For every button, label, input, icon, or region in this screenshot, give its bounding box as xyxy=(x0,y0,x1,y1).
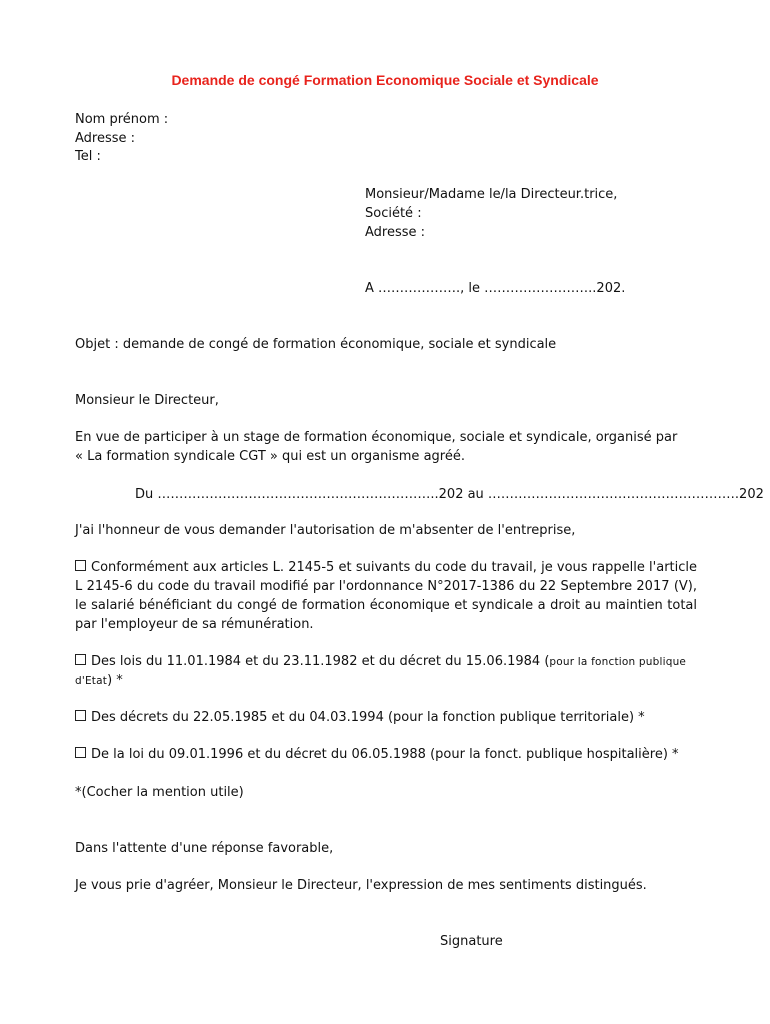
option-4-checkbox[interactable] xyxy=(75,747,86,758)
option-1-checkbox[interactable] xyxy=(75,560,86,571)
option-1-paragraph xyxy=(75,558,697,634)
intro-line-2: « La formation syndicale CGT » qui est un organisme agréé. xyxy=(75,449,465,464)
place-date-line: A ………………., le ……………………..202. xyxy=(365,281,626,296)
option-4-line xyxy=(75,745,697,764)
closing-line-2: Je vous prie d'agréer, Monsieur le Directeur, l'expression de mes sentiments distingués. xyxy=(75,878,647,893)
sender-address-label: Adresse : xyxy=(75,131,136,146)
option-2-end: ) * xyxy=(107,673,123,688)
request-line: J'ai l'honneur de vous demander l'autorisation de m'absenter de l'entreprise, xyxy=(75,523,576,538)
recipient-title: Monsieur/Madame le/la Directeur.trice, xyxy=(365,187,618,202)
option-3-checkbox[interactable] xyxy=(75,710,86,721)
note-line: *(Cocher la mention utile) xyxy=(75,785,244,800)
option-2-small-text-2: d'Etat xyxy=(75,675,108,687)
option-1-text: Conformément aux articles L. 2145-5 et suivants du code du travail, je vous rappelle l'article L 2145-6 du code du travail modifié par l'ordonnance N°2017-1386 du 22 Septembre 2017 (V), le salarié bénéficiant du congé de formation économique et syndicale a droit au maintien total par l'employeur de sa rémunération. xyxy=(75,560,697,632)
closing-line-1: Dans l'attente d'une réponse favorable, xyxy=(75,841,334,856)
option-2-text: Des lois du 11.01.1984 et du 23.11.1982 et du décret du 15.06.1984 ( xyxy=(91,654,550,669)
option-4-text: De la loi du 09.01.1996 et du décret du 06.05.1988 (pour la fonct. publique hospitalière) * xyxy=(91,747,679,762)
stage-dates-line: Du ………………………………………………………..202 au ………………………………………………….202 xyxy=(135,487,764,502)
sender-name-label: Nom prénom : xyxy=(75,112,169,127)
option-2-small-text: pour la fonction publique xyxy=(549,656,687,668)
option-3-line xyxy=(75,708,697,727)
option-2-line-2 xyxy=(75,671,697,691)
option-3-text: Des décrets du 22.05.1985 et du 04.03.1994 (pour la fonction publique territoriale) * xyxy=(91,710,645,725)
recipient-company-label: Société : xyxy=(365,206,422,221)
intro-line-1: En vue de participer à un stage de formation économique, sociale et syndicale, organisé par xyxy=(75,430,678,445)
recipient-address-label: Adresse : xyxy=(365,225,426,240)
object-line: Objet : demande de congé de formation économique, sociale et syndicale xyxy=(75,337,557,352)
signature-label: Signature xyxy=(440,934,503,949)
document-title: Demande de congé Formation Economique Sociale et Syndicale xyxy=(171,72,599,88)
salutation: Monsieur le Directeur, xyxy=(75,393,219,408)
sender-tel-label: Tel : xyxy=(75,149,101,164)
option-2-line xyxy=(75,652,697,672)
option-2-checkbox[interactable] xyxy=(75,654,86,665)
